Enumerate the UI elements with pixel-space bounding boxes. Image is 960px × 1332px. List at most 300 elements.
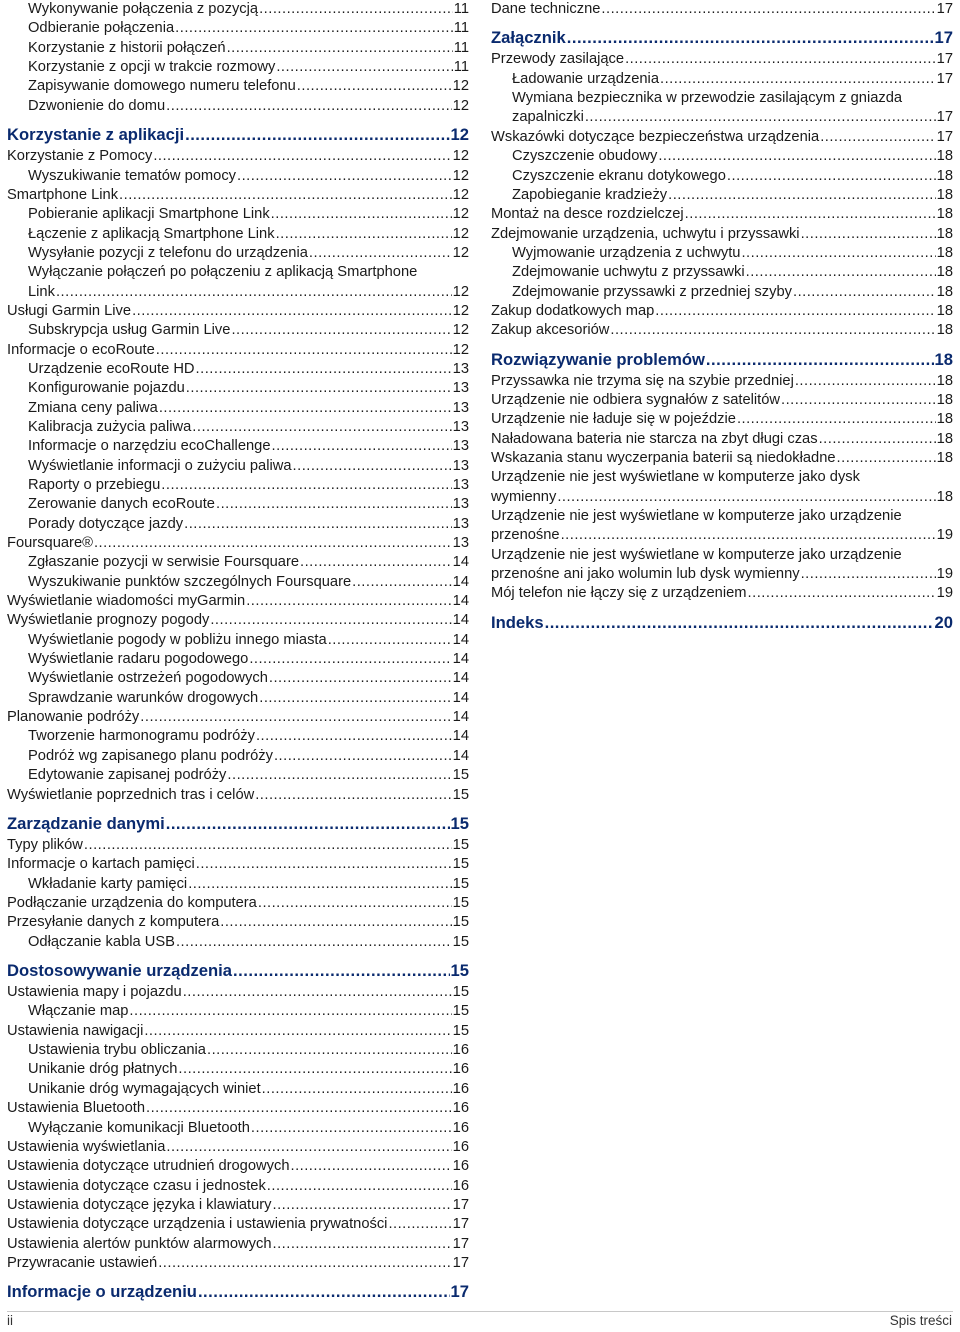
toc-page-number: 15 [452,875,469,892]
dot-leader [196,360,452,379]
footer-section-title: Spis treści [889,1313,952,1328]
toc-entry[interactable] [7,341,469,360]
toc-entry[interactable] [7,727,469,746]
dot-leader [94,534,452,553]
toc-entry-title: Kalibracja zużycia paliwa [28,418,192,435]
toc-entry[interactable] [491,321,953,340]
toc-entry[interactable] [7,360,469,379]
toc-page-number: 13 [452,438,469,455]
toc-entry[interactable] [491,565,953,584]
toc-entry[interactable] [491,244,953,263]
toc-entry[interactable] [491,147,953,166]
toc-page-number: 16 [452,1177,469,1194]
toc-entry[interactable] [7,933,469,952]
toc-entry-title: Urządzenie ecoRoute HD [28,360,195,377]
toc-right-column [491,0,953,635]
dot-leader [231,321,451,340]
toc-page-number: 20 [934,612,953,632]
toc-entry[interactable] [7,77,469,96]
toc-entry-title: Dane techniczne [491,1,601,17]
dot-leader [601,0,935,19]
toc-entry[interactable] [491,283,953,302]
toc-entry-title: Czyszczenie ekranu dotykowego [512,167,726,184]
dot-leader [129,1002,451,1021]
toc-entry[interactable] [7,147,469,166]
toc-entry-title: Wyświetlanie pogody w pobliżu innego miasta [28,631,327,648]
toc-page-number: 19 [936,585,953,602]
toc-entry-title: Przesyłanie danych z komputera [7,914,220,931]
toc-entry-title: Informacje o narzędziu ecoChallenge [28,438,271,455]
toc-page-number: 16 [452,1042,469,1059]
toc-entry[interactable] [7,689,469,708]
toc-entry[interactable] [491,225,953,244]
dot-leader [255,786,451,805]
toc-entry[interactable] [7,58,469,77]
dot-leader [741,244,935,263]
dot-leader [801,565,936,584]
dot-leader [748,584,936,603]
toc-entry[interactable] [7,573,469,592]
toc-page-number: 13 [452,380,469,397]
toc-chapter-entry[interactable] [491,25,953,50]
footer-divider [7,1311,953,1312]
dot-leader [237,167,452,186]
toc-page-number: 18 [936,450,953,467]
toc-entry-title: Ustawienia Bluetooth [7,1100,145,1117]
toc-page-number: 14 [452,728,469,745]
toc-page-number: 18 [936,148,953,165]
toc-page-number: 11 [453,1,469,17]
dot-leader [801,225,936,244]
dot-leader [271,205,452,224]
toc-page-number: 16 [452,1158,469,1175]
dot-leader [297,77,452,96]
toc-page-number: 12 [452,341,469,358]
toc-page-number: 12 [452,244,469,261]
toc-page-number: 15 [452,1003,469,1020]
dot-leader [274,747,452,766]
toc-entry-title: Wykonywanie połączenia z pozycją [28,1,259,17]
toc-entry[interactable] [7,913,469,932]
toc-entry-title: Porady dotyczące jazdy [28,515,184,532]
toc-entry[interactable] [7,244,469,263]
toc-entry-title: Indeks [491,612,544,632]
toc-entry[interactable] [491,391,953,410]
toc-page-number: 18 [936,411,953,428]
dot-leader [166,1138,451,1157]
toc-entry[interactable] [7,302,469,321]
toc-entry-title: Ustawienia dotyczące czasu i jednostek [7,1177,266,1194]
toc-entry-title: Zapisywanie domowego numeru telefonu [28,78,296,95]
toc-entry[interactable] [7,1215,469,1234]
toc-entry-title: wymienny [491,488,557,505]
dot-leader [146,1099,452,1118]
toc-page-number: 12 [452,302,469,319]
toc-entry[interactable] [7,0,469,19]
toc-entry[interactable] [7,592,469,611]
dot-leader [119,186,452,205]
toc-entry[interactable] [491,430,953,449]
dot-leader [269,669,452,688]
toc-entry-title: Ładowanie urządzenia [512,70,659,87]
toc-entry-title: Wskazania stanu wyczerpania baterii są niedokładne [491,450,836,467]
toc-entry-title: Przyssawka nie trzyma się na szybie przedniej [491,372,794,389]
toc-entry[interactable] [7,983,469,1002]
dot-leader [685,205,936,224]
toc-entry[interactable] [7,437,469,456]
toc-entry-title: Ustawienia trybu obliczania [28,1042,206,1059]
toc-page-number: 15 [450,961,469,980]
toc-page-number: 17 [452,1196,469,1213]
dot-leader [259,0,453,19]
toc-page-number: 17 [452,1216,469,1233]
toc-entry-title: Wyłączanie komunikacji Bluetooth [28,1119,250,1136]
toc-entry-title: Smartphone Link [7,186,119,203]
dot-leader [293,457,452,476]
toc-page-number: 17 [936,70,953,87]
toc-page-number: 15 [452,836,469,853]
toc-chapter-entry[interactable] [491,347,953,372]
dot-leader [727,167,936,186]
toc-entry[interactable] [7,1080,469,1099]
toc-entry[interactable] [7,167,469,186]
toc-entry-title: Konfigurowanie pojazdu [28,380,185,397]
dot-leader [272,1196,451,1215]
toc-entry[interactable] [7,515,469,534]
dot-leader [251,1119,452,1138]
toc-entry[interactable] [7,476,469,495]
toc-chapter-entry[interactable] [7,122,469,147]
toc-entry[interactable] [7,379,469,398]
toc-entry-title: Pobieranie aplikacji Smartphone Link [28,206,270,223]
toc-entry[interactable] [7,321,469,340]
toc-page-number: 14 [452,651,469,668]
toc-entry-title: Zdejmowanie uchwytu z przyssawki [512,264,745,281]
dot-leader [166,97,451,116]
toc-entry[interactable] [7,19,469,38]
toc-entry-title: Przywracanie ustawień [7,1254,158,1271]
toc-entry[interactable] [491,70,953,89]
dot-leader [210,611,451,630]
toc-entry[interactable] [7,708,469,727]
toc-page-number: 17 [452,1235,469,1252]
dot-leader [737,410,936,429]
toc-entry[interactable] [7,534,469,553]
toc-page-number: 13 [452,535,469,552]
toc-entry-title: Subskrypcja usług Garmin Live [28,322,231,339]
toc-page-number: 17 [934,28,953,48]
toc-entry[interactable] [7,553,469,572]
dot-leader [176,933,452,952]
toc-entry-title: Wyszukiwanie tematów pomocy [28,167,237,184]
toc-entry[interactable] [7,1177,469,1196]
toc-page-number: 18 [936,392,953,409]
toc-page-number: 15 [452,914,469,931]
toc-entry[interactable] [491,167,953,186]
dot-leader [660,70,936,89]
dot-leader [668,186,936,205]
toc-entry[interactable] [7,186,469,205]
toc-chapter-entry[interactable] [7,1279,469,1304]
toc-page-number: 17 [936,1,953,17]
dot-leader [207,1041,452,1060]
toc-page-number: 12 [452,186,469,203]
toc-page-number: 15 [452,933,469,950]
toc-page-number: 18 [936,488,953,505]
toc-entry-title: Informacje o kartach pamięci [7,856,195,873]
toc-chapter-entry[interactable] [7,811,469,836]
toc-entry[interactable] [7,495,469,514]
toc-entry-title: przenośne [491,527,560,544]
toc-entry[interactable] [7,1235,469,1254]
toc-entry[interactable] [7,1196,469,1215]
toc-entry-title: Zakup akcesoriów [491,322,610,339]
toc-entry[interactable] [7,1254,469,1273]
dot-leader [84,836,452,855]
toc-page-number: 18 [936,206,953,223]
toc-entry[interactable] [7,399,469,418]
toc-page-number: 15 [452,786,469,803]
toc-entry-title: Zdejmowanie przyssawki z przedniej szyby [512,283,792,300]
toc-page-number: 11 [453,39,469,56]
dot-leader [184,515,452,534]
toc-entry-title: Typy plików [7,836,83,853]
toc-entry[interactable] [7,283,469,302]
toc-entry-title[interactable]: Urządzenie nie jest wyświetlane w komputerze jako dysk [491,469,860,486]
toc-entry-title: Wyświetlanie radaru pogodowego [28,651,249,668]
dot-leader [256,727,452,746]
dot-leader [140,708,451,727]
toc-page-number: 15 [452,894,469,911]
dot-leader [233,958,450,983]
toc-page-number: 18 [936,167,953,184]
toc-entry[interactable] [491,302,953,321]
toc-entry-title: Wkładanie karty pamięci [28,875,188,892]
toc-page-number: 14 [452,593,469,610]
toc-entry[interactable] [7,766,469,785]
toc-entry-title: Informacje o ecoRoute [7,341,155,358]
toc-page-number: 12 [452,283,469,300]
dot-leader [132,302,452,321]
toc-page-number: 19 [936,566,953,583]
dot-leader [658,147,935,166]
toc-entry[interactable] [7,669,469,688]
toc-page-number: 19 [936,527,953,544]
dot-leader [159,399,452,418]
toc-entry-title[interactable]: Urządzenie nie jest wyświetlane w komputerze jako urządzenie [491,508,902,525]
dot-leader [585,108,936,127]
toc-entry[interactable] [7,786,469,805]
dot-leader [276,225,452,244]
toc-page-number: 18 [936,186,953,203]
toc-entry[interactable] [491,584,953,603]
toc-entry[interactable] [491,186,953,205]
toc-entry-title: Wysyłanie pozycji z telefonu do urządzenia [28,244,308,261]
toc-entry-title: Montaż na desce rozdzielczej [491,206,684,223]
toc-entry[interactable] [491,410,953,429]
toc-page-number: 18 [936,322,953,339]
dot-leader [781,391,936,410]
toc-entry[interactable] [7,855,469,874]
dot-leader [178,1060,451,1079]
toc-entry-title: Ustawienia nawigacji [7,1022,144,1039]
dot-leader [567,25,934,50]
toc-page-number: 12 [452,206,469,223]
dot-leader [196,855,452,874]
toc-entry[interactable] [7,1138,469,1157]
toc-page-number: 11 [453,59,469,76]
toc-entry-title: Wyświetlanie prognozy pogody [7,612,210,629]
toc-entry[interactable] [7,747,469,766]
toc-entry-title: Korzystanie z historii połączeń [28,39,226,56]
toc-entry-title: Urządzenie nie odbiera sygnałów z satelitów [491,392,781,409]
toc-entry[interactable] [7,1157,469,1176]
toc-page-number: 18 [936,302,953,319]
toc-entry-title: Korzystanie z aplikacji [7,125,185,145]
toc-entry-title: Włączanie map [28,1003,129,1020]
dot-leader [220,913,451,932]
toc-page-number: 14 [452,631,469,648]
toc-entry[interactable] [491,108,953,127]
dot-leader [272,437,452,456]
dot-leader [352,573,452,592]
toc-entry[interactable] [7,1099,469,1118]
toc-entry-title: Unikanie dróg wymagających winiet [28,1080,261,1097]
dot-leader [655,302,935,321]
toc-entry[interactable] [491,128,953,147]
toc-page-number: 16 [452,1100,469,1117]
toc-entry[interactable] [7,650,469,669]
toc-entry[interactable] [7,97,469,116]
toc-entry[interactable] [7,1041,469,1060]
dot-leader [156,341,452,360]
toc-page-number: 12 [452,97,469,114]
toc-entry-title[interactable]: Wymiana bezpiecznika w przewodzie zasilającym z gniazda [512,90,903,107]
toc-entry[interactable] [7,611,469,630]
dot-leader [706,347,934,372]
toc-entry[interactable] [491,449,953,468]
toc-entry[interactable] [7,1002,469,1021]
toc-entry-title: Czyszczenie obudowy [512,148,658,165]
dot-leader [267,1177,452,1196]
dot-leader [161,476,451,495]
dot-leader [276,58,452,77]
toc-page-number: 14 [452,670,469,687]
toc-chapter-entry[interactable] [7,958,469,983]
toc-entry[interactable] [7,631,469,650]
dot-leader [249,650,451,669]
toc-entry[interactable] [7,1022,469,1041]
toc-entry-title: Tworzenie harmonogramu podróży [28,728,255,745]
toc-page-number: 14 [452,747,469,764]
toc-entry[interactable] [491,205,953,224]
dot-leader [188,875,451,894]
toc-entry-title: Unikanie dróg płatnych [28,1061,178,1078]
toc-entry[interactable] [7,1060,469,1079]
dot-leader [246,592,451,611]
toc-page-number: 17 [936,109,953,126]
toc-page-number: 12 [450,125,469,145]
toc-entry-title: Wyszukiwanie punktów szczególnych Foursquare [28,573,352,590]
toc-page-number: 14 [452,612,469,629]
toc-entry[interactable] [7,39,469,58]
toc-page-number: 15 [450,813,469,833]
toc-page-number: 12 [452,225,469,242]
toc-entry[interactable] [7,836,469,855]
toc-entry-title: Dostosowywanie urządzenia [7,961,232,980]
toc-entry[interactable] [491,372,953,391]
toc-entry-title: Ustawienia dotyczące urządzenia i ustawienia prywatności [7,1216,388,1233]
toc-page-number: 11 [453,20,469,37]
toc-page-number: 14 [452,554,469,571]
toc-entry[interactable] [491,488,953,507]
toc-entry-title: zapalniczki [512,109,584,126]
toc-entry[interactable] [7,875,469,894]
toc-entry[interactable] [491,0,953,19]
toc-entry-title: Wyświetlanie ostrzeżeń pogodowych [28,670,268,687]
toc-entry-title: Korzystanie z opcji w trakcie rozmowy [28,59,276,76]
dot-leader [227,766,451,785]
toc-entry-title: Raporty o przebiegu [28,477,161,493]
toc-entry-title: Przewody zasilające [491,51,625,68]
toc-page-number: 18 [936,430,953,447]
dot-leader [175,19,453,38]
toc-entry-title: Wyświetlanie poprzednich tras i celów [7,786,255,803]
dot-leader [309,244,452,263]
toc-entry-title: Urządzenie nie ładuje się w pojeździe [491,411,736,428]
toc-entry-title: Wyświetlanie wiadomości myGarmin [7,593,246,610]
toc-entry[interactable] [7,205,469,224]
dot-leader [56,283,452,302]
toc-entry-title: Podróż wg zapisanego planu podróży [28,747,273,764]
toc-page-number: 17 [936,128,953,145]
dot-leader [819,430,936,449]
toc-entry-title: Odbieranie połączenia [28,20,175,37]
toc-entry-title: Zapobieganie kradzieży [512,186,668,203]
toc-entry[interactable] [7,225,469,244]
toc-entry[interactable] [7,894,469,913]
toc-entry-title[interactable]: Urządzenie nie jest wyświetlane w komputerze jako urządzenie [491,546,902,563]
toc-entry[interactable] [7,418,469,437]
dot-leader [795,372,936,391]
toc-entry[interactable] [7,1119,469,1138]
toc-entry-title: Ustawienia mapy i pojazdu [7,984,182,1001]
toc-page-number: 18 [936,283,953,300]
toc-page-number: 17 [450,1282,469,1302]
dot-leader [793,283,936,302]
toc-chapter-entry[interactable] [491,610,953,635]
toc-entry-title: Korzystanie z Pomocy [7,148,153,165]
toc-entry-title: Foursquare® [7,535,93,552]
toc-entry-title: Zerowanie danych ecoRoute [28,496,215,513]
toc-page-number: 12 [452,322,469,339]
toc-entry-title: Rozwiązywanie problemów [491,349,705,369]
toc-entry[interactable] [491,263,953,282]
toc-entry-title[interactable]: Wyłączanie połączeń po połączeniu z aplikacją Smartphone [28,264,418,281]
toc-entry-title: Ustawienia dotyczące języka i klawiatury [7,1196,272,1213]
toc-entry-title: Ustawienia wyświetlania [7,1138,166,1155]
toc-left-column [7,0,469,1304]
toc-entry-title: Odłączanie kabla USB [28,933,175,950]
toc-entry[interactable] [491,526,953,545]
toc-entry-title: Zakup dodatkowych map [491,302,655,319]
toc-entry-title: Mój telefon nie łączy się z urządzeniem [491,585,747,602]
toc-page-number: 12 [452,78,469,95]
dot-leader [198,1279,450,1304]
toc-entry[interactable] [7,457,469,476]
dot-leader [746,263,936,282]
toc-entry[interactable] [491,50,953,69]
